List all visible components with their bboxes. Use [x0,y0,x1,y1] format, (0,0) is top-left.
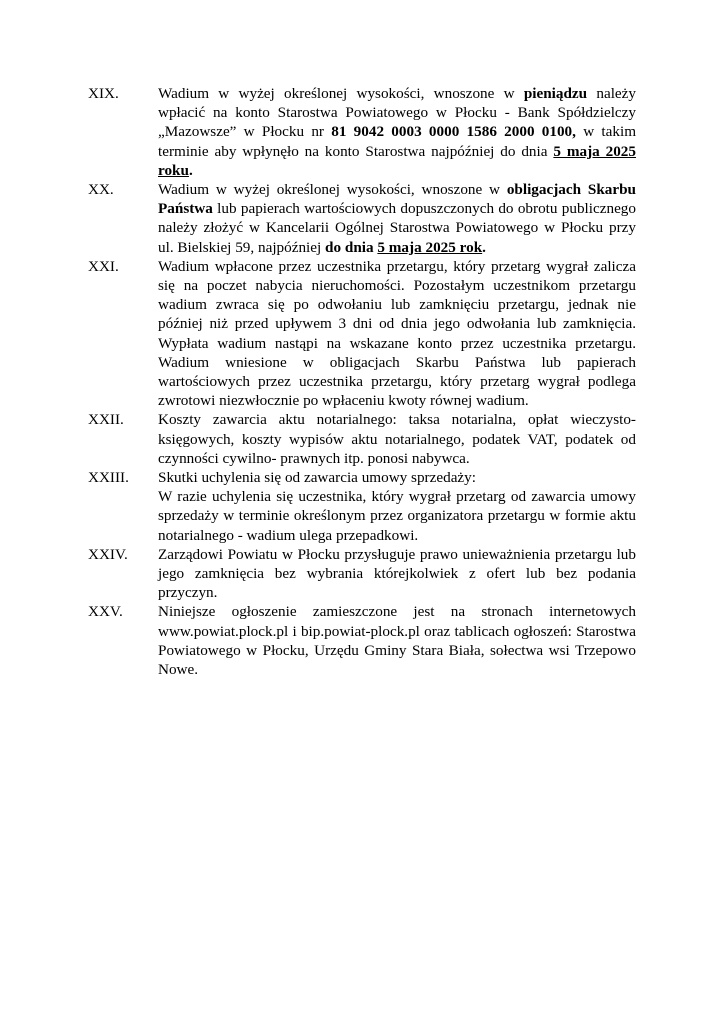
text-run: . [482,238,486,256]
item-xxi [88,257,636,411]
deadline-date: 5 maja 2025 roku [158,142,636,179]
account-number: 81 9042 0003 0000 1586 2000 0100, [331,123,576,141]
item-number: XXI. [88,257,119,275]
item-text [158,468,636,545]
item-text [158,84,636,180]
item-number: XXV. [88,603,123,621]
bold-text: obligacjach Skarbu Państwa [158,181,636,218]
item-text: Wadium wpłacone przez uczestnika przetargu, który przetarg wygrał zalicza się na poczet nabycia nieruchomości. Pozostałym uczestnikom przetargu wadium zwraca się po odwołaniu lub zamknięciu przetargu, jednak nie później niż przed upływem 3 dni od dnia jego odwołania lub zamknięcia. Wypłata wadium nastąpi na wskazane konto przez uczestnika przetargu. Wadium wniesione w obligacjach Skarbu Państwa lub papierach wartościowych przez uczestnika przetargu, który przetarg wygrał podlega zwrotowi niezwłocznie po wpłaceniu kwoty równej wadium. [158,257,636,410]
item-text [158,180,636,257]
text-run: lub papierach wartościowych dopuszczonych do obrotu publicznego należy złożyć w Kancelarii Ogólnej Starostwa Powiatowego w Płocku przy ul. Bielskiej 59, najpóźniej [158,200,636,256]
bold-text: pieniądzu [523,85,588,102]
item-xxii [88,410,636,468]
item-number: XX. [88,181,114,199]
item-paragraph: W razie uchylenia się uczestnika, który wygrał przetarg od zawarcia umowy sprzedaży w terminie określonym przez organizatora przetargu w formie aktu notarialnego - wadium ulega przepadkowi. [158,488,636,544]
item-text: Niniejsze ogłoszenie zamieszczone jest na stronach internetowych www.powiat.plock.pl i bip.powiat-plock.pl oraz tablicach ogłoszeń: Starostwa Powiatowego w Płocku, Urzędu Gminy Stara Biała, sołectwa wsi Trzepowo Nowe. [158,603,636,679]
bold-text: do dnia [325,238,378,256]
item-number: XXII. [88,411,124,429]
item-xxiv [88,545,636,603]
deadline-date: 5 maja 2025 rok [377,238,483,256]
text-run: należy wpłacić na konto Starostwa Powiatowego w Płocku - Bank Spółdzielczy „Mazowsze” w Płocku nr [158,85,636,141]
item-xx [88,180,636,257]
item-number: XXIII. [88,469,129,487]
item-xix [88,84,636,180]
item-text: Zarządowi Powiatu w Płocku przysługuje prawo unieważnienia przetargu lub jego zamknięcia bez wybrania którejkolwiek z ofert lub bez podania przyczyn. [158,545,636,602]
item-text: Koszty zawarcia aktu notarialnego: taksa notarialna, opłat wieczysto-księgowych, koszty wypisów aktu notarialnego, podatek VAT, podatek od czynności cywilno- prawnych itp. ponosi nabywca. [158,411,636,467]
text-run: Wadium w wyżej określonej wysokości, wnoszone w [158,181,507,199]
item-heading-line: Skutki uchylenia się od zawarcia umowy sprzedaży: [158,469,476,487]
item-number: XIX. [88,85,119,102]
text-run: w takim terminie aby wpłynęło na konto Starostwa najpóźniej do dnia [158,123,637,160]
item-xxiii [88,468,636,545]
item-number: XXIV. [88,545,128,563]
announcement-items [88,84,636,679]
item-xxv [88,602,636,679]
text-run: Wadium w wyżej określonej wysokości, wnoszone w [158,85,524,102]
text-run: . [188,161,193,179]
